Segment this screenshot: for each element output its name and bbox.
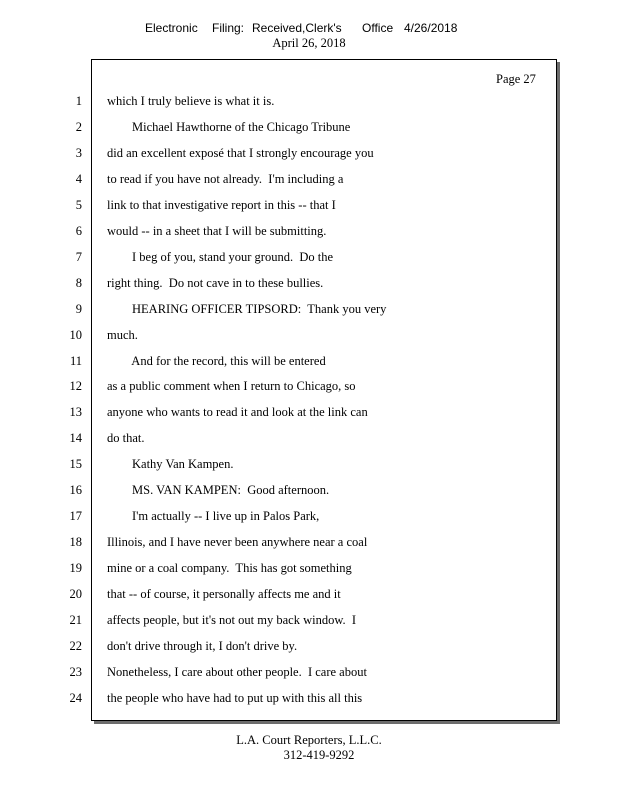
transcript-line: which I truly believe is what it is.: [107, 94, 275, 108]
line-number: 9: [75, 301, 82, 316]
transcript-line: affects people, but it's not out my back window. I: [107, 613, 357, 627]
footer-reporter: L.A. Court Reporters, L.L.C.: [236, 733, 382, 747]
transcript-line: to read if you have not already. I'm including a: [107, 171, 344, 186]
line-number: 12: [69, 379, 82, 394]
transcript-line: did an excellent exposé that I strongly encourage you: [107, 145, 374, 160]
line-number: 3: [75, 145, 82, 160]
transcript-line: do that.: [107, 431, 145, 446]
line-number: 4: [75, 171, 82, 186]
line-number: 7: [75, 249, 82, 264]
line-number: 11: [69, 353, 82, 368]
filing-stamp-electronic: Electronic: [145, 21, 198, 35]
line-number: 15: [69, 457, 82, 472]
line-number: 18: [69, 535, 82, 550]
transcript-line: HEARING OFFICER TIPSORD: Thank you very: [107, 301, 387, 316]
line-number: 10: [69, 327, 82, 342]
filing-stamp-date: 4/26/2018: [404, 21, 458, 35]
filing-stamp-office: Office: [362, 21, 394, 35]
line-number: 14: [69, 431, 82, 446]
transcript-line: Michael Hawthorne of the Chicago Tribune: [107, 119, 351, 134]
transcript-line: don't drive through it, I don't drive by.: [107, 638, 298, 653]
line-number: 16: [69, 483, 82, 498]
transcript-line: MS. VAN KAMPEN: Good afternoon.: [107, 483, 330, 498]
line-number: 2: [75, 119, 82, 134]
line-number: 24: [69, 690, 82, 705]
transcript-line: would -- in a sheet that I will be submitting.: [107, 223, 327, 238]
transcript-line: Kathy Van Kampen.: [107, 457, 234, 472]
transcript-line: that -- of course, it personally affects me and it: [107, 587, 341, 602]
filing-stamp-filing: Filing:: [212, 21, 245, 35]
filing-date: April 26, 2018: [272, 36, 346, 50]
line-number: 20: [69, 587, 82, 602]
transcript-line: much.: [107, 327, 138, 342]
line-number: 5: [75, 197, 82, 212]
line-number: 6: [75, 223, 82, 238]
line-number: 22: [69, 638, 82, 653]
line-number: 17: [69, 509, 82, 524]
page-number: Page 27: [496, 72, 536, 86]
transcript-line: link to that investigative report in this -- that I: [107, 197, 336, 212]
transcript-line: the people who have had to put up with this all this: [107, 690, 363, 705]
transcript-line: I'm actually -- I live up in Palos Park,: [107, 509, 320, 524]
transcript-line: right thing. Do not cave in to these bullies.: [107, 275, 324, 290]
transcript-line: mine or a coal company. This has got something: [107, 561, 352, 576]
transcript-line: as a public comment when I return to Chicago, so: [107, 379, 356, 394]
footer-phone: 312-419-9292: [283, 748, 355, 762]
transcript-line: And for the record, this will be entered: [107, 353, 326, 368]
transcript-line: Nonetheless, I care about other people. I care about: [107, 664, 367, 679]
filing-stamp-received: Received,Clerk's: [252, 21, 342, 35]
transcript-line: Illinois, and I have never been anywhere near a coal: [107, 535, 368, 550]
transcript-line: I beg of you, stand your ground. Do the: [107, 249, 334, 264]
line-number: 23: [69, 664, 82, 679]
line-number: 21: [69, 613, 82, 627]
line-number: 1: [75, 94, 82, 108]
line-number: 19: [69, 561, 82, 576]
transcript-line: anyone who wants to read it and look at the link can: [107, 405, 368, 420]
line-number: 13: [69, 405, 82, 420]
line-number: 8: [75, 275, 82, 290]
